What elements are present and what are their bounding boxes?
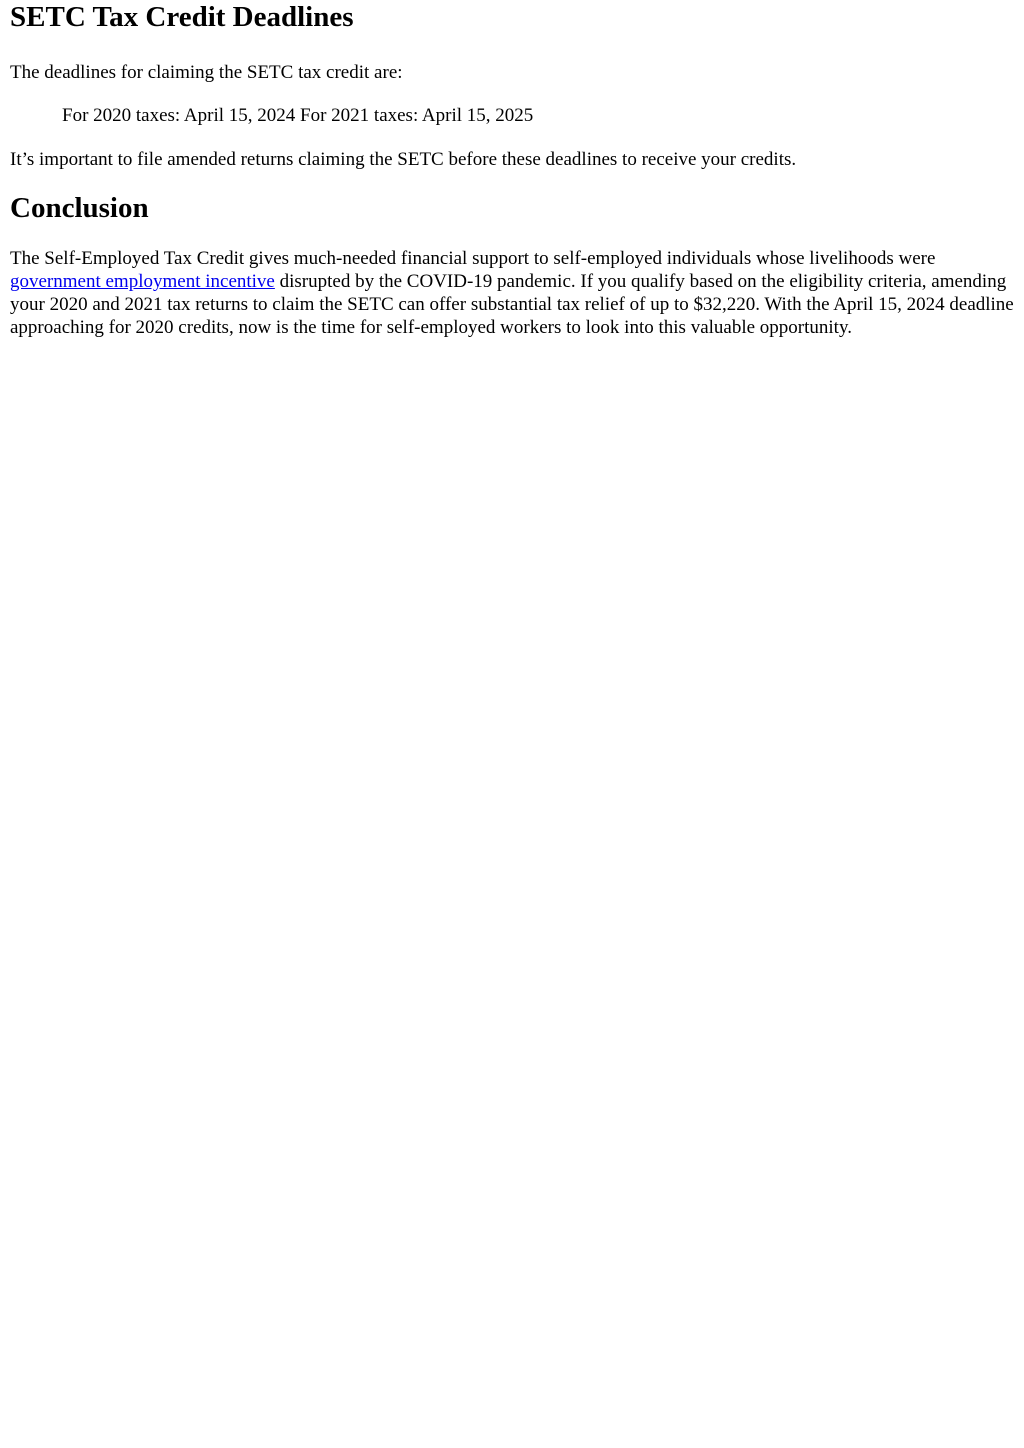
conclusion-text-start: The Self-Employed Tax Credit gives much-needed financial support to self-employed individuals whose livelihoods were [10, 248, 936, 269]
deadlines-note: It’s important to file amended returns claiming the SETC before these deadlines to receive your credits. [10, 149, 797, 170]
government-employment-incentive-link[interactable]: government employment incentive [10, 271, 275, 292]
conclusion-heading: Conclusion [10, 192, 149, 224]
deadlines-heading: SETC Tax Credit Deadlines [10, 1, 354, 33]
deadlines-intro: The deadlines for claiming the SETC tax credit are: [10, 62, 403, 83]
conclusion-text-end: disrupted by the COVID-19 pandemic. If you qualify based on the eligibility criteria, amending your 2020 and 2021 tax returns to claim the SETC can offer substantial tax relief of up to $32,220. With the April 15, 2024 deadline approaching for 2020 credits, now is the time for self-employed workers to look into this valuable opportunity. [10, 271, 1014, 338]
article-page [0, 0, 1024, 339]
deadlines-dates-blockquote: For 2020 taxes: April 15, 2024 For 2021 taxes: April 15, 2025 [62, 105, 534, 126]
conclusion-paragraph [10, 247, 1014, 339]
